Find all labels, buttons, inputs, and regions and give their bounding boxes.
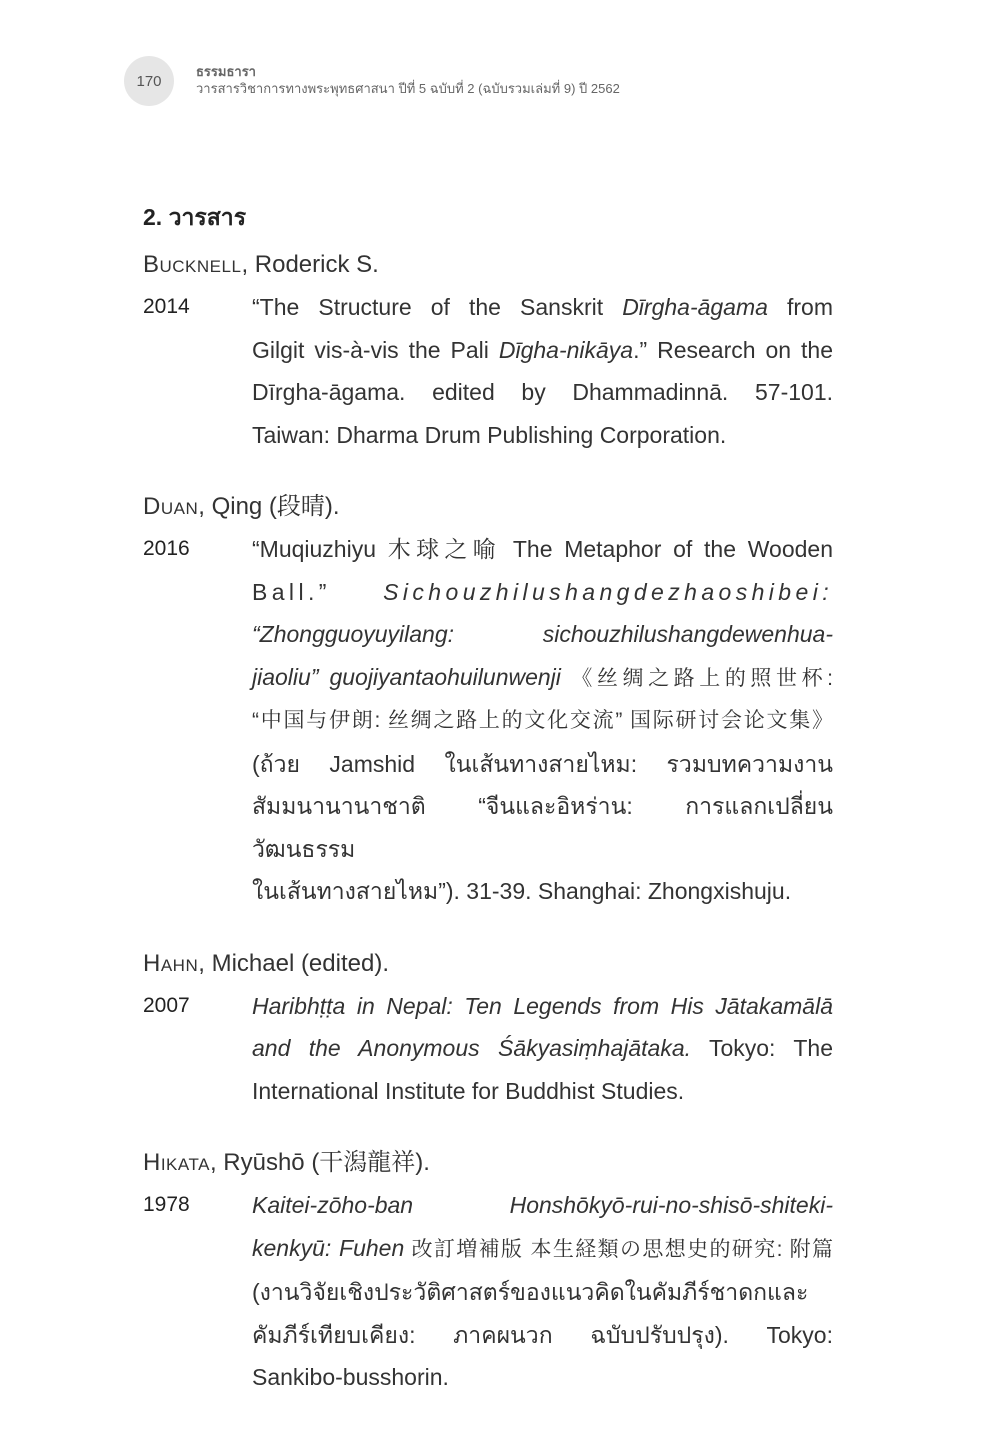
citation-line: Sankibo-busshorin. <box>252 1364 449 1390</box>
entry-author <box>143 490 833 524</box>
citation-line: Gilgit vis-à-vis the Pali Dīgha-nikāya.” Research on the <box>252 336 833 363</box>
section-heading: 2. วารสาร <box>143 204 247 230</box>
author-surname: Hahn <box>143 949 199 977</box>
journal-title: ธรรมธารา <box>196 64 256 79</box>
running-header <box>196 63 620 98</box>
entry-author <box>143 947 833 981</box>
entry-year: 1978 <box>143 1193 190 1216</box>
entry-author <box>143 1146 833 1180</box>
entry-citation <box>252 1184 833 1399</box>
citation-line: (ถ้วย Jamshid ในเส้นทางสายไหม: รวมบทความงาน <box>252 750 833 777</box>
entry-citation <box>252 985 833 1113</box>
entry-year: 2007 <box>143 993 190 1017</box>
citation-line: jiaoliu” guojiyantaohuilunwenji 《丝绸之路上的照世杯: <box>252 663 834 690</box>
citation-line: “Muqiuzhiyu 木球之喻 The Metaphor of the Wooden <box>252 536 833 562</box>
entry-year: 2016 <box>143 537 190 560</box>
bibliography-entry <box>143 490 833 913</box>
author-given: , Roderick S. <box>241 251 379 278</box>
entry-citation <box>252 286 833 456</box>
page-number: 170 <box>136 72 162 90</box>
journal-subtitle: วารสารวิชาการทางพระพุทธศาสนา ปีที่ 5 ฉบับที่ 2 (ฉบับรวมเล่มที่ 9) ปี 2562 <box>196 81 620 96</box>
bibliography-entry <box>143 1146 833 1399</box>
citation-line: Taiwan: Dharma Drum Publishing Corporation. <box>252 421 727 448</box>
bibliography-entry <box>143 248 833 456</box>
citation-line: Kaitei-zōho-ban Honshōkyō-rui-no-shisō-shiteki- <box>252 1192 833 1218</box>
author-given: , Michael (edited). <box>198 949 389 977</box>
bibliography-entry <box>143 947 833 1113</box>
entry-reference <box>143 985 833 1113</box>
entry-reference <box>143 528 833 913</box>
author-surname: Bucknell <box>143 251 242 278</box>
citation-line: สัมมนานานาชาติ “จีนและอิหร่าน: การแลกเปลี่ยนวัฒนธรรม <box>252 793 833 862</box>
citation-line: International Institute for Buddhist Studies. <box>252 1077 685 1104</box>
author-surname: Duan <box>143 493 199 520</box>
bibliography <box>143 200 833 1433</box>
entry-citation <box>252 528 833 913</box>
author-given: , Ryūshō (干潟龍祥). <box>209 1149 430 1176</box>
citation-line: “中国与伊朗: 丝绸之路上的文化交流” 国际研讨会论文集》 <box>252 709 833 732</box>
author-given: , Qing (段晴). <box>198 493 340 520</box>
page-number-badge <box>124 56 174 106</box>
citation-line: Ball.” Sichouzhilushangdezhaoshibei: <box>252 578 833 605</box>
entry-year: 2014 <box>143 295 190 318</box>
citation-line: คัมภีร์เทียบเคียง: ภาคผนวก ฉบับปรับปรุง). Tokyo: <box>252 1321 833 1348</box>
citation-line: ในเส้นทางสายไหม”). 31-39. Shanghai: Zhongxishuju. <box>252 878 792 904</box>
entry-author <box>143 248 833 282</box>
entry-reference <box>143 1184 833 1399</box>
citation-line: kenkyū: Fuhen 改訂増補版 本生経類の思想史的研究: 附篇 <box>252 1234 833 1261</box>
citation-line: Haribhṭṭa in Nepal: Ten Legends from His Jātakamālā <box>252 992 833 1019</box>
citation-line: “Zhongguoyuyilang: sichouzhilushangdewenhua- <box>252 621 833 647</box>
citation-line: “The Structure of the Sanskrit Dīrgha-āgama from <box>252 294 834 320</box>
entry-reference <box>143 286 833 456</box>
citation-line: Dīrgha-āgama. edited by Dhammadinnā. 57-101. <box>252 379 833 405</box>
citation-line: and the Anonymous Śākyasiṃhajātaka. Tokyo: The <box>252 1035 833 1061</box>
author-surname: Hikata <box>143 1149 210 1176</box>
citation-line: (งานวิจัยเชิงประวัติศาสตร์ของแนวคิดในคัมภีร์ชาดกและ <box>252 1279 809 1305</box>
